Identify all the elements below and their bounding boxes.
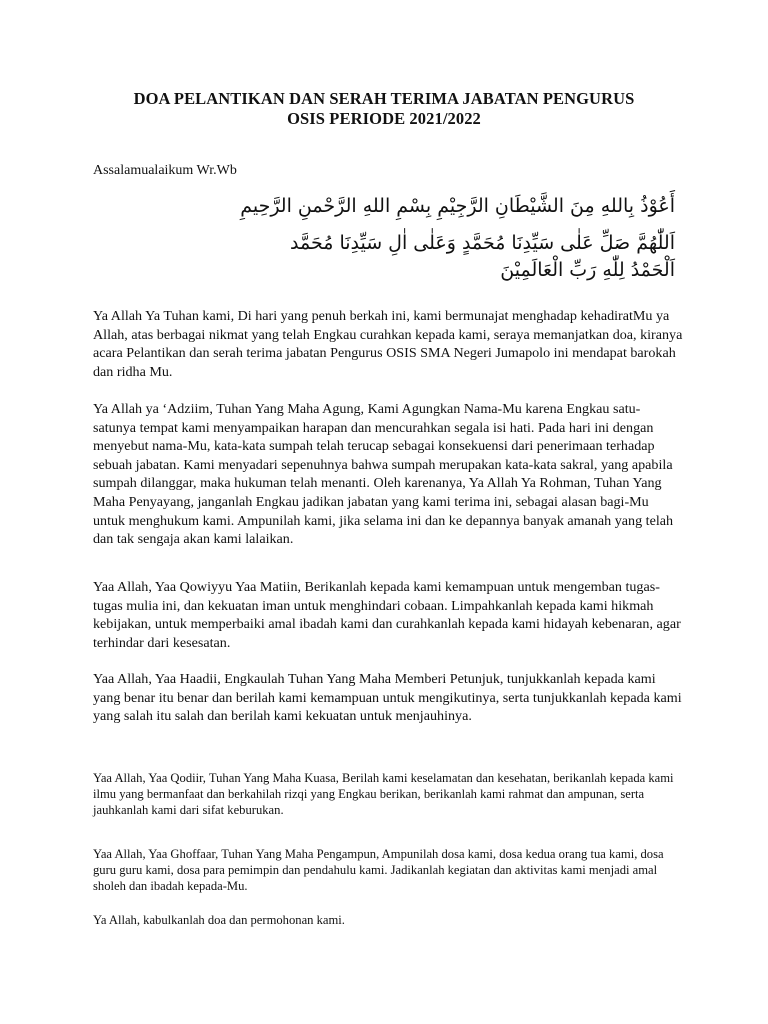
paragraph-adziim: Ya Allah ya ‘Adziim, Tuhan Yang Maha Agung, Kami Agungkan Nama-Mu karena Engkau satu-satunya tempat kami menyampaikan harapan dan mencurahkan segala isi hati. Pada hari ini dengan menyebut nama-Mu, kata-kata sumpah telah terucap sebagai konsekuensi dari penerimaan terhadap sebuah jabatan. Kami menyadari sepenuhnya bahwa sumpah merupakan kata-kata sakral, yang apabila sumpah dilanggar, maka hukuman telah menanti. Oleh karenanya, Ya Allah Ya Rohman, Tuhan Yang Maha Penyayang, janganlah Engkau jadikan jabatan yang kami terima ini, sebagai alasan bagi-Mu untuk menghukum kami. Ampunilah kami, jika selama ini dan ke depannya banyak amanah yang telah dan tak sengaja akan kami lalaikan.: [93, 401, 674, 548]
paragraph-ghoffaar: Yaa Allah, Yaa Ghoffaar, Tuhan Yang Maha Pengampun, Ampunilah dosa kami, dosa kedua orang tua kami, dosa guru guru kami, dosa para pemimpin dan pendahulu kami. Jadikanlah kegiatan dan aktivitas kami menjadi amal sholeh dan ibadah kepada-Mu.: [93, 847, 664, 894]
arabic-line-taawudz-basmalah: أَعُوْذُ بِاللهِ مِنَ الشَّيْطَانِ الرَّجِيْمِ بِسْمِ اللهِ الرَّحْمنِ الرَّحِيمِ: [240, 195, 675, 217]
paragraph-opening: Ya Allah Ya Tuhan kami, Di hari yang penuh berkah ini, kami bermunajat menghadap kehadiratMu ya Allah, atas berbagai nikmat yang telah Engkau curahkan kepada kami, seraya memanjatkan doa, kiranya acara Pelantikan dan serah terima jabatan Pengurus OSIS SMA Negeri Jumapolo ini mendapat barokah dan ridha Mu.: [93, 308, 683, 380]
paragraph-qowiyyu: Yaa Allah, Yaa Qowiyyu Yaa Matiin, Berikanlah kepada kami kemampuan untuk mengemban tugas-tugas mulia ini, dan kekuatan iman untuk menghindari cobaan. Limpahkanlah kepada kami hikmah kebijakan, untuk memperbaiki amal ibadah kami dan curahkanlah kepada kami hidayah kebenaran, agar terhindar dari kesesatan.: [93, 579, 681, 651]
arabic-line-hamdalah: اَلْحَمْدُ لِلّٰهِ رَبِّ الْعَالَمِيْنَ: [500, 259, 675, 281]
document-title-line-2: OSIS PERIODE 2021/2022: [287, 109, 481, 128]
paragraph-qodiir: Yaa Allah, Yaa Qodiir, Tuhan Yang Maha Kuasa, Berilah kami keselamatan dan kesehatan, berikanlah kepada kami ilmu yang bermanfaat dan berkahilah rizqi yang Engkau berikan, berikanlah kami rahmat dan ampunan, serta jauhkanlah kami dari sifat keburukan.: [93, 771, 674, 818]
document-title-line-1: DOA PELANTIKAN DAN SERAH TERIMA JABATAN PENGURUS: [133, 89, 635, 108]
paragraph-haadii: Yaa Allah, Yaa Haadii, Engkaulah Tuhan Yang Maha Memberi Petunjuk, tunjukkanlah kepada kami yang benar itu benar dan berilah kami kemampuan untuk mengikutinya, serta tunjukkanlah kepada kami yang salah itu salah dan berilah kami kekuatan untuk menjauhinya.: [93, 671, 682, 725]
greeting-text: Assalamualaikum Wr.Wb: [93, 163, 237, 178]
arabic-line-shalawat: اَللّٰهُمَّ صَلِّ عَلٰى سَيِّدِنَا مُحَمَّدٍ وَعَلٰى اٰلِ سَيِّدِنَا مُحَمَّد: [290, 232, 675, 254]
paragraph-closing: Ya Allah, kabulkanlah doa dan permohonan kami.: [93, 913, 345, 927]
